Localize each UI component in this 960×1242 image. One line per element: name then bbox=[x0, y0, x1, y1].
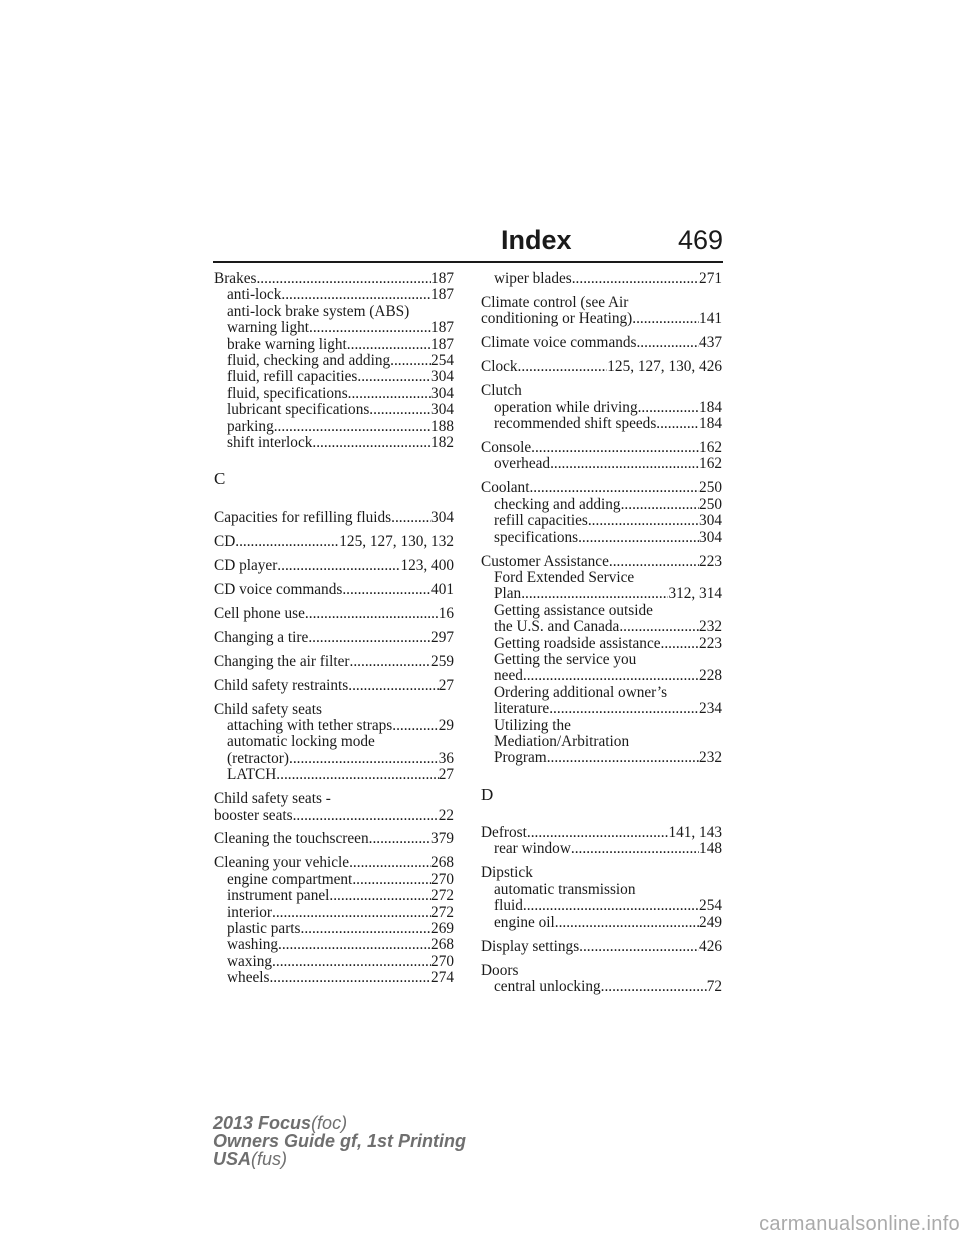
index-entry bbox=[481, 963, 722, 996]
index-term: shift interlock bbox=[227, 434, 313, 451]
index-entry bbox=[214, 791, 454, 824]
index-term: Defrost bbox=[481, 825, 527, 842]
index-subentry bbox=[214, 353, 454, 369]
index-subentry bbox=[481, 619, 722, 635]
index-entry bbox=[214, 582, 454, 598]
index-entry bbox=[481, 939, 722, 955]
dot-leader bbox=[588, 513, 699, 529]
index-term: Display settings bbox=[481, 938, 580, 955]
index-term: Child safety restraints bbox=[214, 677, 349, 694]
footer-region-code: (fus) bbox=[251, 1149, 288, 1169]
dot-leader bbox=[619, 619, 699, 635]
dot-leader bbox=[609, 554, 699, 570]
index-term: Cleaning the touchscreen bbox=[214, 831, 369, 848]
index-term: automatic locking mode bbox=[227, 734, 375, 751]
footer-region: USA bbox=[213, 1149, 252, 1169]
page-reference: 141, 143 bbox=[668, 825, 722, 842]
index-entry bbox=[481, 554, 722, 767]
index-term: washing bbox=[227, 937, 278, 954]
index-subentry bbox=[481, 400, 722, 416]
page-reference: 270 bbox=[431, 953, 454, 970]
index-heading bbox=[481, 825, 722, 841]
index-subentry bbox=[481, 636, 722, 652]
page-reference: 250 bbox=[699, 496, 722, 513]
page-reference: 182 bbox=[431, 434, 454, 451]
page-reference: 304 bbox=[699, 513, 722, 530]
index-subentry bbox=[214, 905, 454, 921]
index-term: anti-lock brake system (ABS) bbox=[227, 303, 410, 320]
page-reference: 379 bbox=[431, 831, 454, 848]
page-reference: 22 bbox=[438, 807, 454, 824]
index-term: literature bbox=[494, 701, 550, 718]
index-subentry bbox=[481, 979, 722, 995]
index-subentry bbox=[481, 841, 722, 857]
index-term: Climate control (see Air bbox=[481, 294, 629, 311]
document-footer bbox=[213, 1114, 466, 1168]
index-term: fluid, checking and adding bbox=[227, 352, 391, 369]
dot-leader bbox=[369, 831, 431, 847]
index-heading bbox=[481, 311, 722, 327]
page-reference: 304 bbox=[431, 385, 454, 402]
index-term: Child safety seats - bbox=[214, 791, 331, 808]
index-term: attaching with tether straps bbox=[227, 717, 393, 734]
index-term: (retractor) bbox=[227, 750, 289, 767]
index-heading bbox=[481, 383, 722, 399]
page-reference: 272 bbox=[431, 888, 454, 905]
page-reference: 249 bbox=[699, 914, 722, 931]
index-entry bbox=[214, 654, 454, 670]
index-heading bbox=[214, 271, 454, 287]
page-reference: 304 bbox=[431, 509, 454, 526]
index-term: fluid, specifications bbox=[227, 385, 348, 402]
index-entry bbox=[481, 335, 722, 351]
page-reference: 223 bbox=[699, 553, 722, 570]
index-term: CD voice commands bbox=[214, 581, 343, 598]
index-term: Changing the air filter bbox=[214, 653, 350, 670]
index-term: overhead bbox=[494, 456, 551, 473]
index-heading bbox=[481, 865, 722, 881]
index-entry bbox=[214, 606, 454, 622]
index-term: booster seats bbox=[214, 807, 293, 824]
page-reference: 304 bbox=[431, 402, 454, 419]
index-term: parking bbox=[227, 418, 274, 435]
index-term: Doors bbox=[481, 962, 519, 979]
dot-leader bbox=[638, 400, 699, 416]
footer-model: 2013 Focus bbox=[213, 1113, 312, 1133]
dot-leader bbox=[549, 701, 699, 717]
index-subentry bbox=[214, 767, 454, 783]
index-term: Coolant bbox=[481, 480, 530, 497]
index-subentry bbox=[481, 271, 722, 287]
index-heading bbox=[481, 480, 722, 496]
page-reference: 312, 314 bbox=[668, 586, 722, 603]
dot-leader bbox=[357, 369, 431, 385]
page-reference: 401 bbox=[431, 581, 454, 598]
page-reference: 187 bbox=[431, 336, 454, 353]
dot-leader bbox=[278, 937, 431, 953]
index-subentry bbox=[214, 419, 454, 435]
index-term: Cleaning your vehicle bbox=[214, 855, 350, 872]
index-term: instrument panel bbox=[227, 888, 330, 905]
page-reference: 125, 127, 130, 426 bbox=[607, 359, 722, 376]
dot-leader bbox=[390, 353, 431, 369]
index-subentry bbox=[214, 369, 454, 385]
dot-leader bbox=[329, 888, 431, 904]
index-term: CD bbox=[214, 533, 236, 550]
index-heading bbox=[214, 654, 454, 670]
index-term: Customer Assistance bbox=[481, 553, 609, 570]
index-subentry bbox=[481, 456, 722, 472]
dot-leader bbox=[256, 271, 431, 287]
index-term: central unlocking bbox=[494, 979, 601, 995]
page-reference: 27 bbox=[438, 677, 454, 694]
index-heading bbox=[481, 963, 722, 979]
section-letter: C bbox=[214, 469, 226, 489]
page-number: 469 bbox=[677, 225, 723, 255]
index-term: Child safety seats bbox=[214, 701, 322, 718]
index-entry bbox=[481, 865, 722, 931]
watermark: carmanualsonline.info bbox=[759, 1213, 960, 1235]
index-term: fluid, refill capacities bbox=[227, 369, 358, 386]
dot-leader bbox=[272, 954, 431, 970]
index-subentry bbox=[481, 734, 722, 750]
page-reference: 16 bbox=[438, 605, 454, 622]
index-term: Capacities for refilling fluids bbox=[214, 509, 392, 526]
dot-leader bbox=[276, 767, 438, 783]
index-entry bbox=[214, 831, 454, 847]
dot-leader bbox=[531, 440, 699, 456]
index-term: Dipstick bbox=[481, 865, 533, 882]
dot-leader bbox=[274, 419, 431, 435]
index-subentry bbox=[481, 898, 722, 914]
index-term: Changing a tire bbox=[214, 629, 309, 646]
index-entry bbox=[214, 271, 454, 451]
index-term: engine compartment bbox=[227, 871, 353, 888]
dot-leader bbox=[550, 456, 699, 472]
index-term: interior bbox=[227, 904, 273, 921]
page-reference: 184 bbox=[699, 399, 722, 416]
dot-leader bbox=[555, 915, 699, 931]
dot-leader bbox=[301, 921, 432, 937]
page-reference: 162 bbox=[699, 456, 722, 473]
dot-leader bbox=[621, 497, 699, 513]
index-heading bbox=[214, 606, 454, 622]
index-heading bbox=[481, 359, 722, 375]
index-subentry bbox=[214, 402, 454, 418]
index-entry bbox=[214, 678, 454, 694]
index-term: Ford Extended Service bbox=[494, 570, 635, 587]
page-reference: 27 bbox=[438, 767, 454, 784]
index-heading bbox=[481, 335, 722, 351]
page-reference: 141 bbox=[699, 311, 722, 328]
page-reference: 223 bbox=[699, 635, 722, 652]
page-reference: 274 bbox=[431, 970, 454, 987]
index-term: Climate voice commands bbox=[481, 335, 637, 352]
index-heading bbox=[214, 808, 454, 824]
dot-leader bbox=[523, 898, 699, 914]
index-term: need bbox=[494, 668, 523, 685]
page-reference: 36 bbox=[438, 750, 454, 767]
index-term: wiper blades bbox=[494, 271, 572, 287]
index-subentry bbox=[481, 685, 722, 701]
index-subentry bbox=[214, 718, 454, 734]
page-reference: 269 bbox=[431, 921, 454, 938]
index-term: brake warning light bbox=[227, 336, 347, 353]
index-term: lubricant specifications bbox=[227, 402, 370, 419]
index-heading bbox=[214, 702, 454, 718]
index-term: recommended shift speeds bbox=[494, 416, 657, 433]
index-heading bbox=[214, 791, 454, 807]
index-subentry bbox=[481, 570, 722, 586]
index-term: the U.S. and Canada bbox=[494, 619, 620, 636]
index-subentry bbox=[214, 734, 454, 750]
page-reference: 437 bbox=[699, 335, 722, 352]
index-subentry bbox=[481, 513, 722, 529]
index-subentry bbox=[214, 287, 454, 303]
page-reference: 123, 400 bbox=[400, 557, 454, 574]
index-entry bbox=[481, 359, 722, 375]
dot-leader bbox=[342, 582, 431, 598]
index-term: Cell phone use bbox=[214, 605, 305, 622]
page-title: Index bbox=[501, 225, 572, 255]
dot-leader bbox=[305, 606, 439, 622]
index-term: CD player bbox=[214, 557, 278, 574]
index-term: waxing bbox=[227, 953, 273, 970]
index-term: Clock bbox=[481, 359, 518, 376]
index-heading bbox=[214, 534, 454, 550]
dot-leader bbox=[281, 287, 431, 303]
index-heading bbox=[481, 295, 722, 311]
dot-leader bbox=[571, 841, 699, 857]
index-heading bbox=[214, 510, 454, 526]
dot-leader bbox=[547, 750, 699, 766]
page-header bbox=[213, 223, 723, 263]
dot-leader bbox=[349, 855, 431, 871]
index-term: Mediation/Arbitration bbox=[494, 733, 630, 750]
index-entry bbox=[214, 855, 454, 986]
index-heading bbox=[481, 440, 722, 456]
index-subentry bbox=[481, 750, 722, 766]
footer-guide-edition: Owners Guide gf, 1st Printing bbox=[213, 1131, 467, 1151]
page-reference: 268 bbox=[431, 937, 454, 954]
page-reference: 272 bbox=[431, 904, 454, 921]
dot-leader bbox=[309, 320, 431, 336]
index-term: checking and adding bbox=[494, 496, 621, 513]
index-term: Console bbox=[481, 440, 532, 457]
index-term: Plan bbox=[494, 586, 522, 603]
index-subentry bbox=[481, 652, 722, 668]
page-reference: 232 bbox=[699, 619, 722, 636]
dot-leader bbox=[579, 939, 699, 955]
dot-leader bbox=[636, 335, 699, 351]
index-term: plastic parts bbox=[227, 921, 301, 938]
dot-leader bbox=[277, 558, 400, 574]
index-heading bbox=[214, 678, 454, 694]
index-subentry bbox=[214, 954, 454, 970]
dot-leader bbox=[391, 510, 431, 526]
dot-leader bbox=[348, 386, 431, 402]
page-reference: 270 bbox=[431, 871, 454, 888]
dot-leader bbox=[601, 979, 707, 995]
index-subentry bbox=[214, 937, 454, 953]
page-reference: 188 bbox=[431, 418, 454, 435]
index-subentry bbox=[481, 530, 722, 546]
page-reference: 184 bbox=[699, 416, 722, 433]
dot-leader bbox=[352, 872, 431, 888]
index-subentry bbox=[481, 701, 722, 717]
page-reference: 232 bbox=[699, 750, 722, 767]
index-subentry bbox=[214, 386, 454, 402]
page-reference: 29 bbox=[438, 717, 454, 734]
dot-leader bbox=[578, 530, 699, 546]
index-term: Getting the service you bbox=[494, 651, 637, 668]
dot-leader bbox=[632, 311, 699, 327]
index-term: rear window bbox=[494, 841, 571, 858]
index-term: anti-lock bbox=[227, 287, 282, 304]
index-term: conditioning or Heating) bbox=[481, 311, 633, 328]
index-entry bbox=[214, 558, 454, 574]
header-rule bbox=[213, 261, 723, 263]
index-term: fluid bbox=[494, 898, 523, 915]
page-reference: 187 bbox=[431, 287, 454, 304]
page-reference: 228 bbox=[699, 668, 722, 685]
index-heading bbox=[481, 939, 722, 955]
page-reference: 304 bbox=[699, 529, 722, 546]
index-entry bbox=[481, 271, 722, 287]
index-term: automatic transmission bbox=[494, 881, 636, 898]
dot-leader bbox=[347, 337, 431, 353]
dot-leader bbox=[350, 654, 432, 670]
index-term: refill capacities bbox=[494, 513, 588, 530]
index-subentry bbox=[481, 603, 722, 619]
index-entry bbox=[481, 825, 722, 858]
index-term: Getting roadside assistance bbox=[494, 635, 661, 652]
index-subentry bbox=[214, 337, 454, 353]
index-term: wheels bbox=[227, 970, 270, 987]
dot-leader bbox=[312, 435, 431, 451]
index-term: Clutch bbox=[481, 383, 522, 400]
index-subentry bbox=[481, 416, 722, 432]
index-entry bbox=[481, 295, 722, 328]
page-reference: 259 bbox=[431, 653, 454, 670]
index-heading bbox=[214, 582, 454, 598]
index-subentry bbox=[214, 872, 454, 888]
dot-leader bbox=[656, 416, 699, 432]
index-entry bbox=[481, 480, 722, 546]
index-term: Brakes bbox=[214, 271, 257, 287]
dot-leader bbox=[235, 534, 339, 550]
index-subentry bbox=[214, 888, 454, 904]
dot-leader bbox=[527, 825, 669, 841]
index-heading bbox=[214, 855, 454, 871]
index-term: operation while driving bbox=[494, 399, 638, 416]
index-column-left bbox=[214, 271, 454, 994]
index-subentry bbox=[214, 751, 454, 767]
page-reference: 254 bbox=[431, 352, 454, 369]
page-reference: 187 bbox=[431, 271, 454, 287]
dot-leader bbox=[308, 630, 431, 646]
dot-leader bbox=[369, 402, 431, 418]
index-term: LATCH bbox=[227, 767, 277, 784]
index-term: specifications bbox=[494, 529, 579, 546]
page-reference: 187 bbox=[431, 320, 454, 337]
index-entry bbox=[214, 702, 454, 784]
index-term: engine oil bbox=[494, 914, 555, 931]
page-reference: 72 bbox=[706, 979, 722, 995]
index-heading bbox=[214, 558, 454, 574]
dot-leader bbox=[269, 970, 431, 986]
dot-leader bbox=[289, 751, 439, 767]
index-subentry bbox=[214, 921, 454, 937]
page-reference: 125, 127, 130, 132 bbox=[339, 533, 454, 550]
dot-leader bbox=[293, 808, 439, 824]
dot-leader bbox=[348, 678, 438, 694]
page-reference: 234 bbox=[699, 701, 722, 718]
page-reference: 268 bbox=[431, 855, 454, 872]
section-letter: D bbox=[481, 784, 494, 804]
index-term: Program bbox=[494, 750, 547, 767]
dot-leader bbox=[392, 718, 438, 734]
page-reference: 297 bbox=[431, 629, 454, 646]
dot-leader bbox=[661, 636, 700, 652]
page-reference: 271 bbox=[699, 271, 722, 287]
index-heading bbox=[214, 630, 454, 646]
index-heading bbox=[214, 831, 454, 847]
page-reference: 426 bbox=[699, 938, 722, 955]
index-entry bbox=[214, 630, 454, 646]
dot-leader bbox=[272, 905, 431, 921]
index-subentry bbox=[481, 668, 722, 684]
page-reference: 162 bbox=[699, 440, 722, 457]
index-entry bbox=[214, 510, 454, 526]
page-reference: 148 bbox=[699, 841, 722, 858]
index-term: Getting assistance outside bbox=[494, 602, 653, 619]
index-subentry bbox=[481, 915, 722, 931]
index-heading bbox=[481, 554, 722, 570]
index-subentry bbox=[481, 497, 722, 513]
index-entry bbox=[214, 534, 454, 550]
dot-leader bbox=[518, 359, 608, 375]
index-subentry bbox=[214, 320, 454, 336]
index-subentry bbox=[481, 586, 722, 602]
index-term: Ordering additional owner’s bbox=[494, 684, 668, 701]
dot-leader bbox=[521, 586, 668, 602]
index-subentry bbox=[481, 882, 722, 898]
dot-leader bbox=[523, 668, 699, 684]
index-entry bbox=[481, 440, 722, 473]
dot-leader bbox=[572, 271, 699, 287]
index-entry bbox=[481, 383, 722, 432]
index-term: Utilizing the bbox=[494, 717, 571, 734]
page-reference: 254 bbox=[699, 898, 722, 915]
index-term: warning light bbox=[227, 320, 309, 337]
footer-model-code: (foc) bbox=[311, 1113, 348, 1133]
index-subentry bbox=[214, 435, 454, 451]
index-subentry bbox=[481, 718, 722, 734]
index-column-right bbox=[481, 271, 722, 1003]
page-reference: 304 bbox=[431, 369, 454, 386]
index-subentry bbox=[214, 304, 454, 320]
index-subentry bbox=[214, 970, 454, 986]
dot-leader bbox=[529, 480, 699, 496]
page-reference: 250 bbox=[699, 480, 722, 497]
